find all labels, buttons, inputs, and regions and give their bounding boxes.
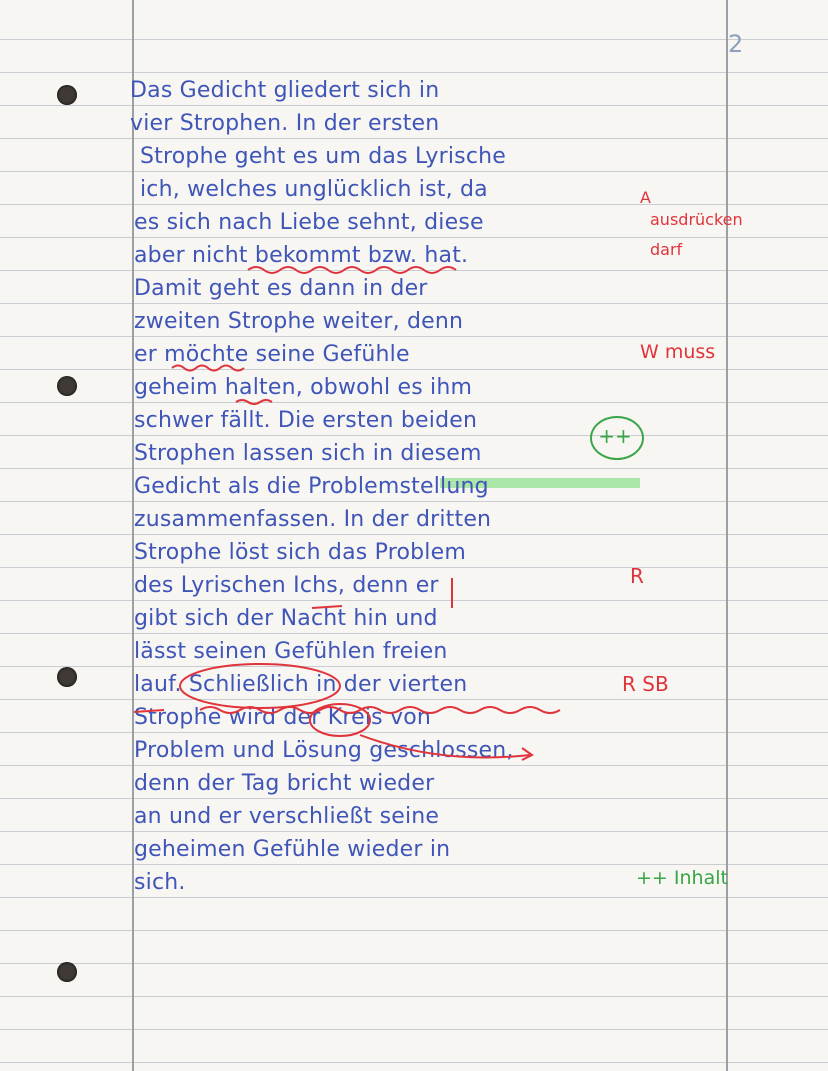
text-line: denn der Tag bricht wieder	[134, 771, 435, 796]
text-line: sich.	[134, 870, 186, 895]
text-line: Strophen lassen sich in diesem	[134, 441, 482, 466]
annotation-w-muss: W muss	[640, 341, 716, 363]
text-line: zusammenfassen. In der dritten	[134, 507, 492, 532]
text-line: geheim halten, obwohl es ihm	[134, 375, 473, 400]
circle-schliesslich	[180, 664, 340, 708]
wavy-underline	[236, 400, 272, 404]
text-line: Damit geht es dann in der	[134, 276, 428, 301]
circle-der	[310, 704, 370, 736]
approval-plus: ++	[598, 424, 632, 448]
wavy-underline	[172, 366, 244, 371]
text-line: Strophe wird der Kreis von	[134, 705, 432, 730]
text-line: er möchte seine Gefühle	[134, 342, 410, 367]
text-line: lauf. Schließlich in der vierten	[134, 672, 468, 697]
annotation-ausdruecken: ausdrücken	[650, 210, 743, 229]
annotation-r-sb: R SB	[622, 672, 669, 696]
arrow-head	[522, 748, 532, 760]
text-line: gibt sich der Nacht hin und	[134, 606, 438, 631]
text-line: Strophe geht es um das Lyrische	[140, 144, 507, 169]
text-line: Das Gedicht gliedert sich in	[130, 78, 440, 103]
wavy-underline	[248, 267, 456, 273]
text-line: aber nicht bekommt bzw. hat.	[134, 243, 469, 268]
annotation-a: A	[640, 188, 651, 207]
text-line: des Lyrischen Ichs, denn er	[134, 573, 439, 598]
wavy-underline	[200, 707, 560, 713]
underline-nacht	[312, 606, 342, 608]
text-line: Strophe löst sich das Problem	[134, 540, 466, 565]
annotation-plus-inhalt: ++ Inhalt	[636, 867, 728, 889]
arrow-loesung	[360, 735, 530, 758]
text-line: an und er verschließt seine	[134, 804, 440, 829]
text-line: ich, welches unglücklich ist, da	[140, 177, 488, 202]
text-line: lässt seinen Gefühlen freien	[134, 639, 448, 664]
text-line: zweiten Strophe weiter, denn	[134, 309, 464, 334]
text-line: es sich nach Liebe sehnt, diese	[134, 210, 484, 235]
page-number: 2	[728, 30, 744, 58]
text-line: vier Strophen. In der ersten	[130, 111, 440, 136]
annotation-darf: darf	[650, 240, 683, 259]
annotation-r: R	[630, 564, 644, 588]
text-line: Gedicht als die Problemstellung	[134, 474, 489, 499]
text-line: schwer fällt. Die ersten beiden	[134, 408, 478, 433]
text-line: Problem und Lösung geschlossen,	[134, 738, 514, 763]
text-line: geheimen Gefühle wieder in	[134, 837, 451, 862]
underline-lauf	[134, 710, 164, 712]
